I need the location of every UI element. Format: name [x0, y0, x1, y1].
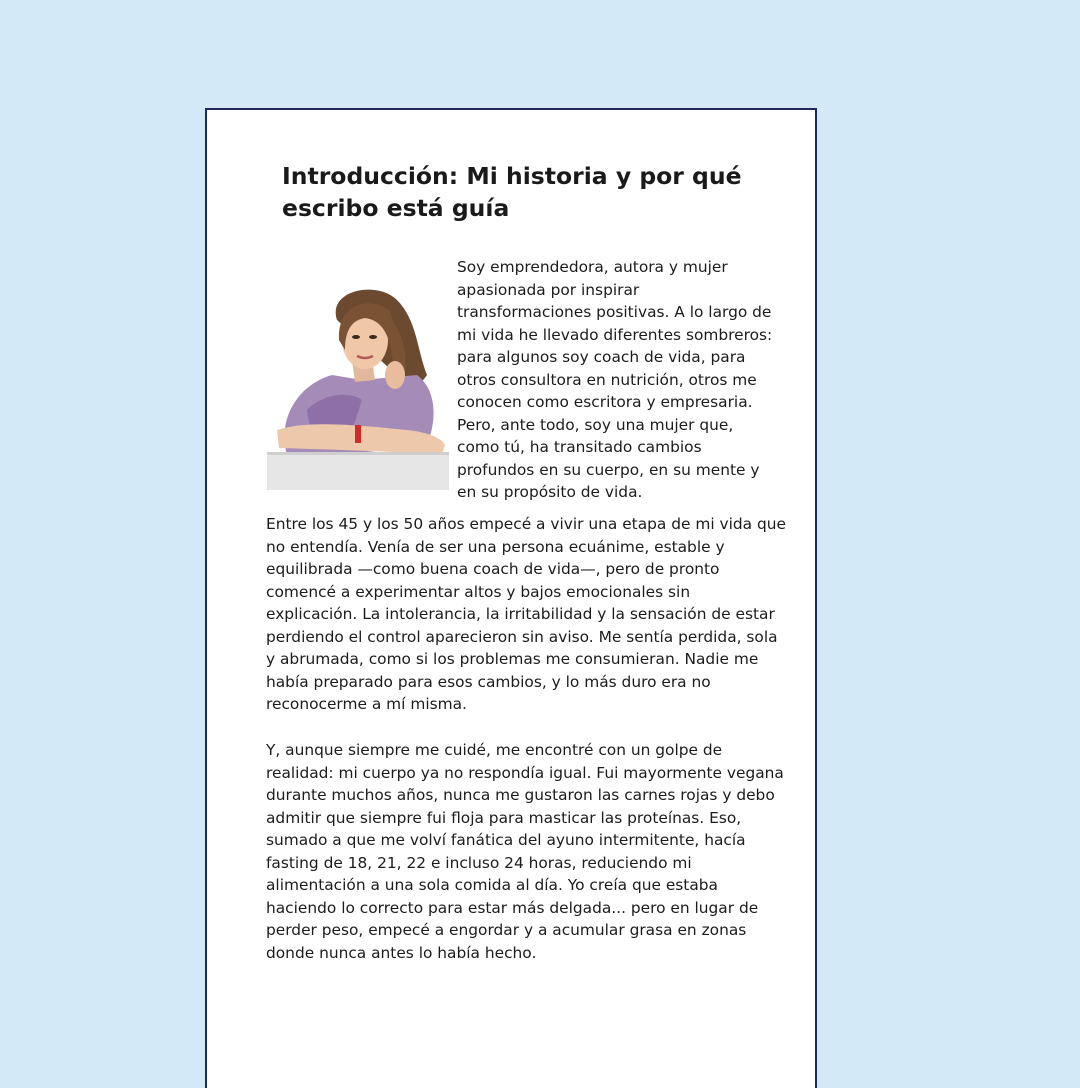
page-title: Introducción: Mi historia y por qué escribo está guía — [282, 162, 742, 222]
author-portrait — [267, 280, 449, 490]
body-paragraph: Entre los 45 y los 50 años empecé a vivir una etapa de mi vida que no entendía. Venía de ser una persona ecuánime, estable y equilibrada —como buena coach de vida—, pero de pronto comencé a experimentar altos y bajos emocionales sin explicación. La intolerancia, la irritabilidad y la sensación de estar perdiendo el control aparecieron sin aviso. Me sentía perdida, sola y abrumada, como si los problemas me consumieran. Nadie me había preparado para esos cambios, y lo más duro era no reconocerme a mí misma. — [266, 515, 786, 713]
intro-paragraph: Soy emprendedora, autora y mujer apasionada por inspirar transformaciones positivas. A lo largo de mi vida he llevado diferentes sombreros: para algunos soy coach de vida, para otros consultora en nutrición, otros me conocen como escritora y empresaria. Pero, ante todo, soy una mujer que, como tú, ha transitado cambios profundos en su cuerpo, en su mente y en su propósito de vida. — [457, 258, 773, 501]
body-paragraph: Y, aunque siempre me cuidé, me encontré con un golpe de realidad: mi cuerpo ya no respondía igual. Fui mayormente vegana durante muchos años, nunca me gustaron las carnes rojas y debo admitir que siempre fui floja para masticar las proteínas. Eso, sumado a que me volví fanática del ayuno intermitente, hacía fasting de 18, 21, 22 e incluso 24 horas, reduciendo mi alimentación a una sola comida al día. Yo creía que estaba haciendo lo correcto para estar más delgada... pero en lugar de perder peso, empecé a engordar y a acumular grasa en zonas donde nunca antes lo había hecho. — [266, 741, 784, 962]
document-page — [205, 108, 817, 1088]
